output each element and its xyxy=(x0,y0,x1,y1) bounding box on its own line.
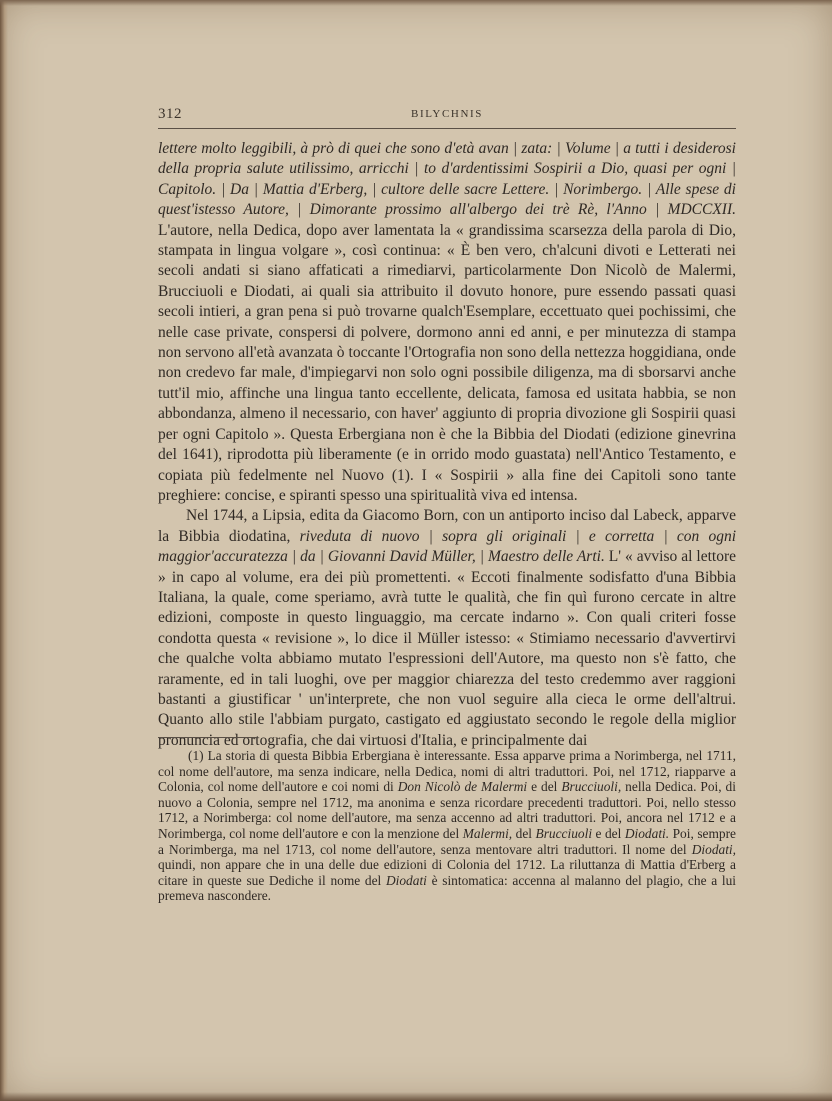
text-run: e del xyxy=(527,779,562,795)
running-head: BILYCHNIS xyxy=(411,108,483,120)
footnote xyxy=(158,748,736,904)
body-text xyxy=(158,139,736,751)
page-number: 312 xyxy=(158,106,182,122)
footnote-rule xyxy=(158,737,256,738)
text-run: del xyxy=(512,825,536,841)
text-run: Nel 1744, a Lipsia, edita da Giacomo Born, con un antiporto inciso dal Labeck, apparve la Bibbia diodatina, xyxy=(158,507,736,545)
text-run: nella Dedica. Poi, di nuovo a Colonia, sempre nel 1712, ma anonima e senza ricordare precedenti traduttori. Poi, nello stesso 1712, a Norimberga: col nome dell'autore, ma senza accenno ad altri traduttori. Poi, ancora nel 1712 e a Norimberga, col nome dell'autore e con la menzione del xyxy=(158,779,736,841)
italic-text-run: Diodati, xyxy=(691,841,736,857)
header-rule xyxy=(158,128,736,129)
page-edge-left xyxy=(0,0,8,1101)
italic-text-run: Diodati xyxy=(385,872,427,888)
page-header xyxy=(158,106,736,128)
italic-text-run: riveduta di nuovo | sopra gli originali | e corretta | con ogni maggior'accuratezza | da | Giovanni David Müller, | Maestro delle Arti. xyxy=(158,527,736,566)
text-run: L'autore, nella Dedica, dopo aver lamentata la « grandissima scarsezza della parola di Dio, stampata in lingua volgare », così continua: « È ben vero, ch'alcuni divoti e Letterati nei secoli andati si siano affaticati a rimediarvi, particolarmente Don Nicolò de Malermi, Brucciuoli e Diodati, ai quali sia attribuito il dovuto honore, pure essendo passati quasi secoli intieri, a gran pena si può trovarne qualch'Esemplare, eccettuato quei pochissimi, che nelle case private, conspersi di polvere, dormono anni ed anni, e per minutezza di stampa non servono all'età avanzata ò toccante l'Ortografia non sono della nettezza hoggidiana, onde non credevo far male, d'impiegarvi non solo ogni possibile diligenza, ma di sborsarvi anche tutt'il mio, affinche una lingua tanto eccellente, delicata, famosa ed usitata habbia, se non abbondanza, almeno il necessario, con haver' aggiunto di propria divozione gli Sospirii quasi per ogni Capitolo ». Questa Erbergiana non è che la Bibbia del Diodati (edizione ginevrina del 1641), riprodotta più liberamente (e in orrido modo guastata) nell'Antico Testamento, e copiata più fedelmente nel Nuovo (1). I « Sospirii » alla fine dei Capitoli sono tante preghiere: concise, e spiranti spesso una spiritualità viva ed intensa. xyxy=(158,221,736,504)
italic-text-run: Malermi, xyxy=(462,825,513,841)
paragraph-2 xyxy=(158,506,736,751)
italic-text-run: Don Nicolò de Malermi xyxy=(397,779,528,795)
page-edge-top xyxy=(0,0,832,6)
paragraph-1 xyxy=(158,139,736,506)
italic-text-run: Brucciuoli, xyxy=(561,779,622,795)
italic-text-run: Brucciuoli xyxy=(535,825,593,841)
text-run: quindi, non appare che in una delle due edizioni di Colonia del 1712. La riluttanza di Mattia d'Erberg a citare in queste sue Dediche il nome del xyxy=(158,857,736,888)
text-run: (1) La storia di questa Bibbia Erbergiana è interessante. Essa apparve prima a Norimberga, nel 1711, col nome dell'autore, ma senza indicare, nella Dedica, nomi di altri traduttori. Poi, nel 1712, riapparve a Colonia, col nome dell'autore e coi nomi di xyxy=(158,748,736,795)
italic-text-run: lettere molto leggibili, à prò di quei che sono d'età avan | zata: | Volume | a tutti i desiderosi della propria salute utilissimo, arricchi | to d'ardentissimi Sospirii a Dio, quasi per ogni | Capitolo. | Da | Mattia d'Erberg, | cultore delle sacre Lettere. | Norimbergo. | Alle spese di quest'istesso Autore, | Dimorante prossimo all'albergo dei trè Rè, l'Anno | MDCCXII. xyxy=(158,140,736,219)
text-run: L' « avviso al lettore » in capo al volume, era dei più promettenti. « Eccoti finalmente sodisfatto d'una Bibbia Italiana, la quale, come speriamo, avrà tutte le qualità, che fin quì furono cercate in altre edizioni, composte in questo linguaggio, ma cercate indarno ». Con quali criteri fosse condotta questa « revisione », lo dice il Müller istesso: « Stimiamo necessario d'avvertirvi che qualche volta abbiamo mutato l'espressioni dell'Autore, ma questo non s'è fatto, che raramente, ed in tali luoghi, ove per maggior chiarezza del testo credemmo aver raggioni bastanti a giustificar ' un'interprete, che non vuol seguire alla cieca le orme dell'altrui. Quanto allo stile l'abbiam purgato, castigato ed aggiustato secondo le regole della miglior pronuncia ed ortografia, che dai virtuosi d'Italia, e principalmente dai xyxy=(158,548,736,749)
text-run: è sintomatica: accenna al malanno del plagio, che a lui premeva nascondere. xyxy=(158,872,736,904)
page-edge-bottom xyxy=(0,1092,832,1101)
text-run: Poi, sempre a Norimberga, ma nel 1713, col nome dell'autore, senza mentovare altri traduttori. Il nome del xyxy=(158,825,736,857)
text-run: e del xyxy=(592,825,625,841)
italic-text-run: Diodati. xyxy=(624,825,670,841)
